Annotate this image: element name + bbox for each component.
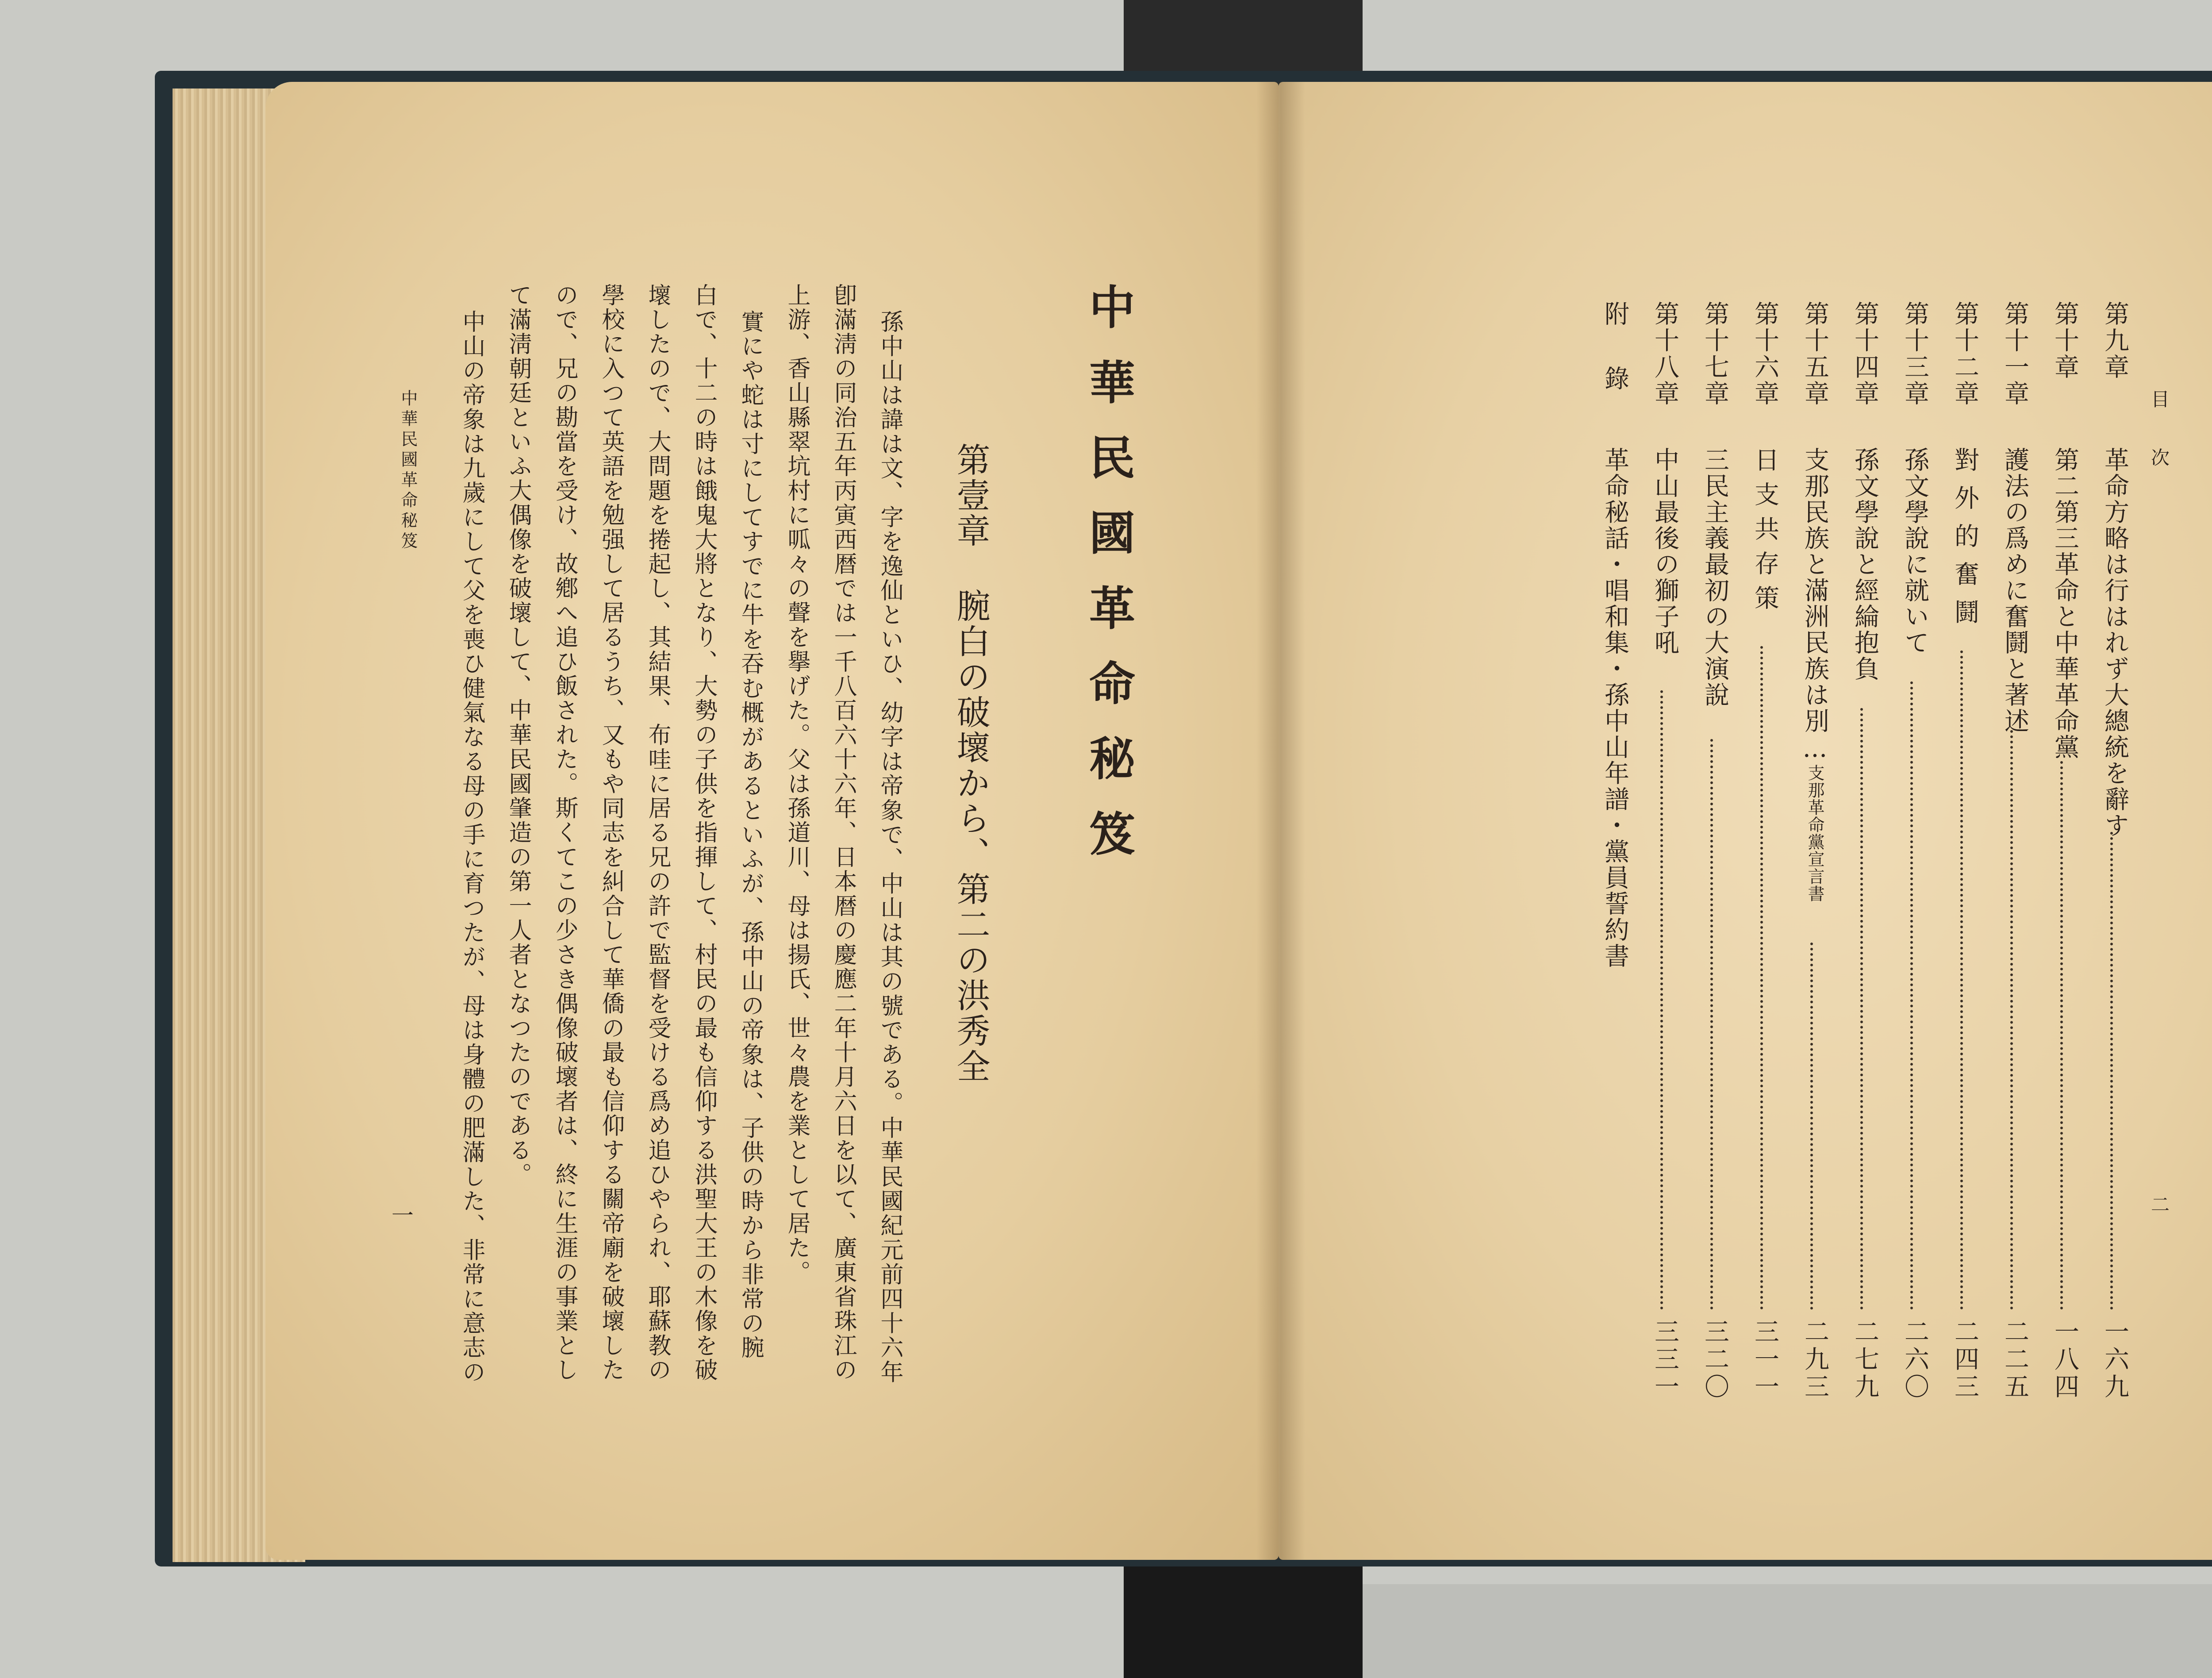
chapter-number: 第壹章 [951,443,991,549]
toc-chapter: 第十五章 [1801,301,1829,407]
body-column: 中山の帝象は九歲にして父を喪ひ健氣なる母の手に育つたが、母は身體の肥滿した、非常に意志の [458,310,485,1385]
toc-title: 護法の爲めに奮鬪と著述 [2001,447,2029,734]
toc-page: 三二〇 [1701,1319,1729,1401]
toc-title-main: 支那民族と滿洲民族は別 [1801,447,1829,734]
toc-chapter: 第十二章 [1951,301,1979,407]
body-column: 學校に入つて英語を勉强して居るうち、又もや同志を糾合して華僑の最も信仰する關帝廟を破壞した [598,283,624,1382]
body-column: 實にや蛇は寸にしてすでに牛を吞む概があるといふが、孫中山の帝象は、子供の時から非常の腕 [737,310,764,1360]
page-number-left: 一 [388,1204,414,1226]
toc-title: 革命方略は行はれず大總統を辭す [2101,447,2129,839]
body-column: 白で、十二の時は餓鬼大將となり、大勢の子供を指揮して、村民の最も信仰する洪聖大王の木像を破 [691,283,717,1382]
toc-chapter: 附錄 [1601,301,1629,430]
toc-page: 二七九 [1851,1319,1879,1401]
toc-title: 孫文學說と經綸抱負 [1851,447,1879,682]
toc-page: 一八四 [2051,1319,2079,1401]
body-column: ので、兄の勘當を受け、故鄕へ追ひ飯された。斯くてこの少さき偶像破壞者は、終に生涯の事業とし [551,283,578,1382]
toc-subtitle: 支那革命黨宣言書 [1805,764,1824,902]
body-column: 上游、香山縣翠坑村に呱々の聲を擧げた。父は孫道川、母は揚氏、世々農を業として居た。 [783,283,810,1285]
toc-title: 三民主義最初の大演說 [1701,447,1729,708]
toc-leader [2010,730,2013,1310]
toc-page: 二九三 [1801,1319,1829,1401]
toc-chapter: 第九章 [2101,301,2129,381]
toc-page: 一六九 [2101,1319,2129,1401]
toc-chapter: 第十六章 [1751,301,1779,407]
toc-leader [1860,708,1863,1310]
body-column: 壞したので、大問題を捲起し、其結果、布哇に居る兄の許で監督を受ける爲め追ひやられ、耶蘇教の [644,283,671,1382]
toc-title: 對外的奮鬪 [1951,447,1979,637]
toc-title: 支那民族と滿洲民族は別…支那革命黨宣言書 [1801,447,1829,902]
gutter-shadow [1256,82,1305,1560]
toc-header: 目次 [2148,389,2170,506]
toc-page: 二六〇 [1901,1319,1929,1401]
body-column: 卽滿淸の同治五年丙寅西暦では一千八百六十六年、日本暦の慶應二年十月六日を以て、廣東省珠江の [830,283,856,1382]
page-number-right: 二 [2148,1195,2170,1213]
toc-leader [1810,943,1813,1310]
toc-title: 日支共存策 [1751,447,1779,620]
toc-page: 三一一 [1751,1319,1779,1401]
toc-chapter: 第十一章 [2001,301,2029,407]
toc-title: 中山最後の獅子吼 [1651,447,1679,656]
toc-title: 第二第三革命と中華革命黨 [2051,447,2079,760]
running-head: 中華民國革命秘笈 [398,389,418,552]
toc-leader [2110,832,2113,1310]
toc-leader [1910,681,1913,1310]
toc-page: 二二五 [2001,1319,2029,1401]
toc-chapter: 第十七章 [1701,301,1729,407]
body-column: て滿淸朝廷といふ大偶像を破壞して、中華民國肇造の第一人者となつたのである。 [505,283,531,1187]
toc-title: 孫文學說に就いて [1901,447,1929,656]
book-title: 中華民國革命秘笈 [1081,283,1136,885]
toc-chapter: 第十章 [2051,301,2079,381]
toc-leader [1660,690,1663,1310]
book-stand-top [1124,0,1363,80]
chapter-heading [947,443,995,1084]
toc-chapter: 第十八章 [1651,301,1679,407]
body-column: 孫中山は諱は文、字を逸仙といひ、幼字は帝象で、中山は其の號である。中華民國紀元前四十六年 [876,310,903,1385]
toc-leader [2060,761,2063,1310]
toc-leader [1710,739,1713,1310]
chapter-title: 腕白の破壞から、第二の洪秀全 [951,589,991,1084]
background-shadow [1363,1584,2212,1678]
toc-chapter: 第十三章 [1901,301,1929,407]
toc-leader [1960,650,1963,1310]
toc-leader [1760,646,1763,1310]
toc-page: 二四三 [1951,1319,1979,1401]
toc-chapter: 第十四章 [1851,301,1879,407]
toc-page: 三三一 [1651,1319,1679,1401]
toc-title: 革命秘話・唱和集・孫中山年譜・黨員誓約書 [1601,447,1629,969]
